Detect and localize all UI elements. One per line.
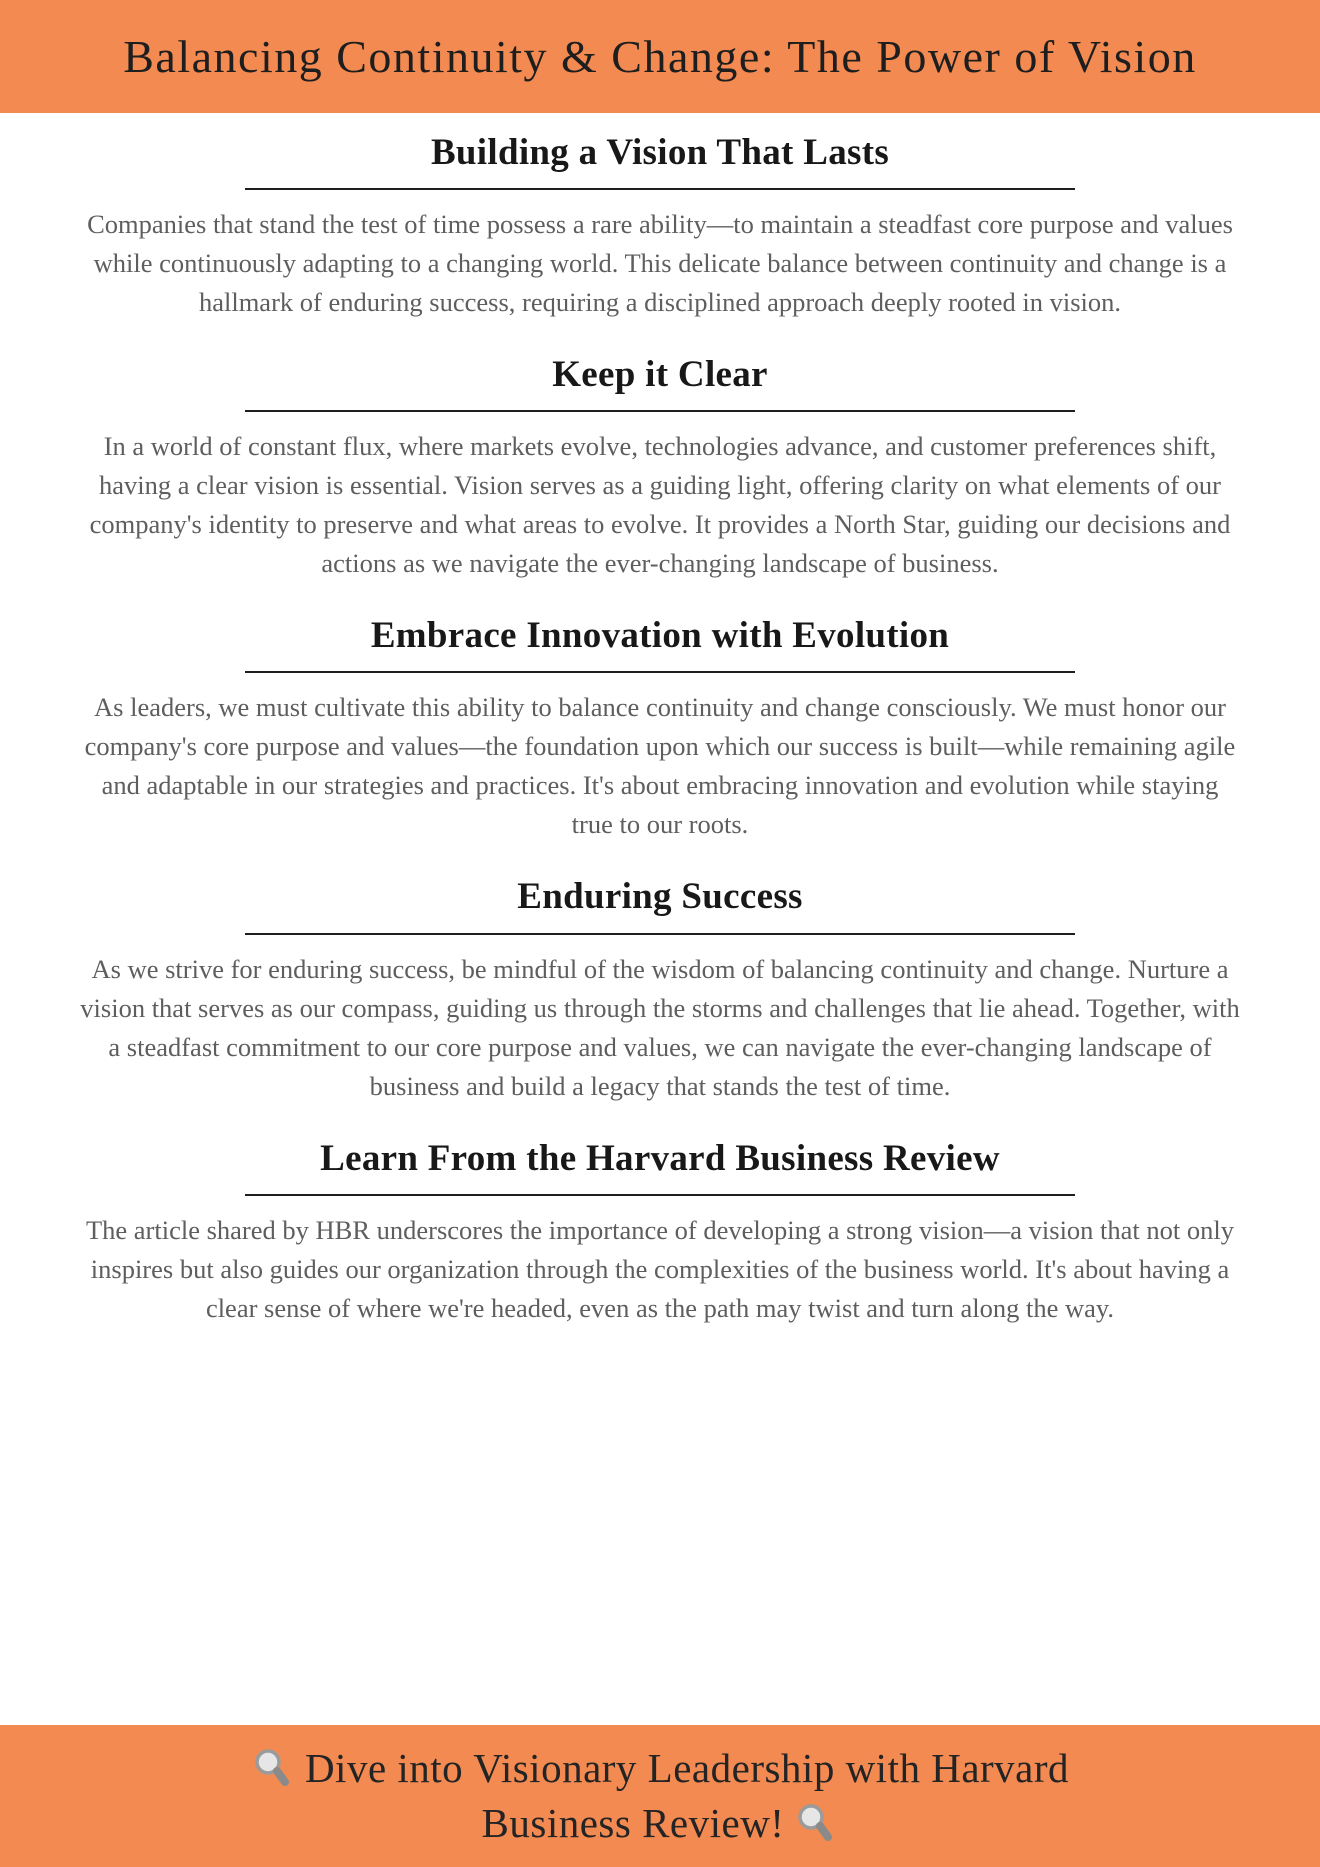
section-heading: Learn From the Harvard Business Review — [320, 1137, 1000, 1179]
section-heading: Embrace Innovation with Evolution — [370, 615, 950, 657]
header-banner — [0, 0, 1320, 113]
main-content — [80, 130, 1240, 1328]
section-heading: Keep it Clear — [552, 354, 768, 396]
magnifier-icon — [251, 1747, 295, 1791]
heading-divider — [245, 410, 1075, 412]
section-enduring-success — [80, 874, 1240, 1105]
footer-line-2 — [482, 1796, 839, 1851]
section-keep-it-clear — [80, 352, 1240, 583]
footer-text: Business Review! — [481, 1800, 785, 1846]
section-paragraph: The article shared by HBR underscores the importance of developing a strong vision—a vision that not only inspires but also guides our organization through the complexities of the business world. It's about having a clear sense of where we're headed, even as the path may twist and turn along the way. — [85, 1214, 1235, 1323]
footer-text: Dive into Visionary Leadership with Harvard — [304, 1745, 1070, 1791]
section-paragraph: As we strive for enduring success, be mindful of the wisdom of balancing continuity and change. Nurture a vision that serves as our compass, guiding us through the storms and challenges that lie ahead. Together, with a steadfast commitment to our core purpose and values, we can navigate the ever-changing landscape of business and build a legacy that stands the test of time. — [80, 953, 1240, 1101]
heading-divider — [245, 188, 1075, 190]
section-heading: Building a Vision That Lasts — [430, 132, 890, 173]
section-building-a-vision — [80, 130, 1240, 322]
footer-banner — [0, 1725, 1320, 1867]
section-heading: Enduring Success — [517, 876, 803, 918]
magnifier-icon — [794, 1802, 838, 1846]
section-paragraph: Companies that stand the test of time possess a rare ability—to maintain a steadfast core purpose and values while continuously adapting to a changing world. This delicate balance between continuity and change is a hallmark of enduring success, requiring a disciplined approach deeply rooted in vision. — [87, 209, 1233, 318]
section-paragraph: As leaders, we must cultivate this ability to balance continuity and change consciously. We must honor our company's core purpose and values—the foundation upon which our success is built—while remaining agile and adaptable in our strategies and practices. It's about embracing innovation and evolution while staying true to our roots. — [84, 692, 1236, 840]
section-paragraph: In a world of constant flux, where markets evolve, technologies advance, and customer preferences shift, having a clear vision is essential. Vision serves as a guiding light, offering clarity on what elements of our company's identity to preserve and what areas to evolve. It provides a North Star, guiding our decisions and actions as we navigate the ever-changing landscape of business. — [89, 431, 1231, 579]
heading-divider — [245, 671, 1075, 673]
page-title: Balancing Continuity & Change: The Power of Vision — [123, 31, 1197, 82]
heading-divider — [245, 933, 1075, 935]
section-embrace-innovation — [80, 613, 1240, 844]
heading-divider — [245, 1194, 1075, 1196]
section-learn-from-hbr — [80, 1136, 1240, 1328]
footer-line-1 — [251, 1741, 1069, 1796]
